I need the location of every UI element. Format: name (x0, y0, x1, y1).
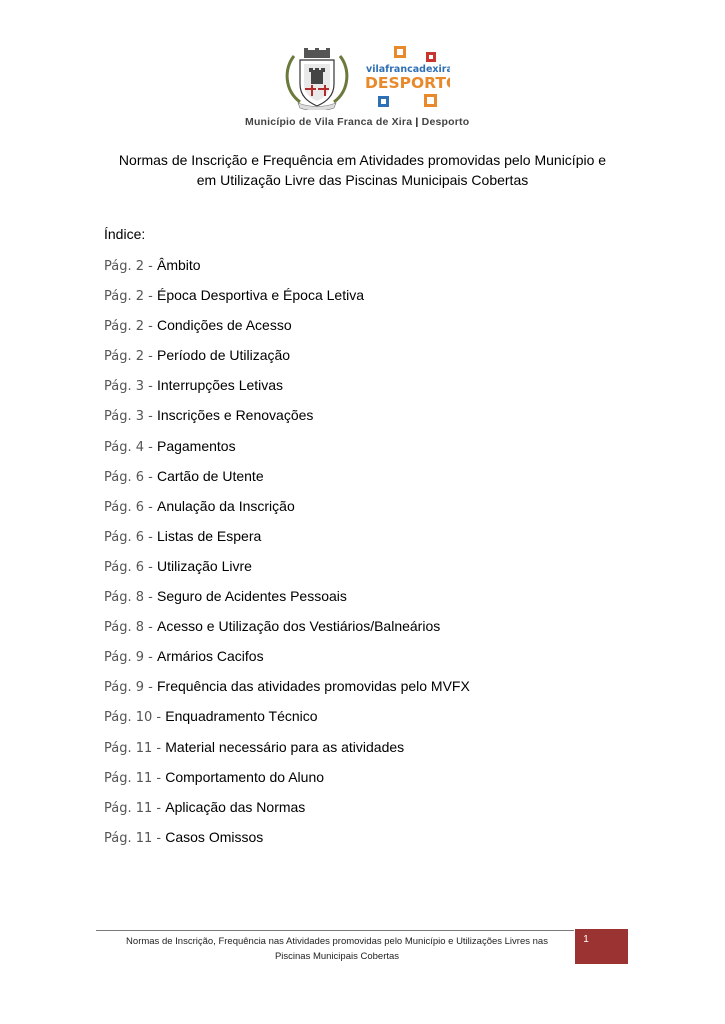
toc-page: Pág. 2 (104, 289, 145, 305)
toc-title[interactable]: Anulação da Inscrição (156, 497, 295, 514)
toc-entry[interactable]: Pág. 8 - Acesso e Utilização dos Vestiários/Balneários (104, 618, 441, 636)
footer-divider (96, 930, 574, 931)
toc-title[interactable]: Cartão de Utente (156, 467, 264, 484)
toc-entry[interactable]: Pág. 2 - Âmbito (104, 257, 201, 274)
table-of-contents (104, 255, 470, 857)
toc-title[interactable]: Comportamento do Aluno (165, 768, 325, 785)
footer-text (104, 934, 570, 964)
toc-title[interactable]: Época Desportiva e Época Letiva (156, 287, 364, 304)
page-number-box (575, 929, 628, 964)
toc-entry[interactable]: Pág. 11 - Casos Omissos (104, 828, 264, 846)
toc-page: Pág. 6 (104, 499, 145, 515)
toc-page: Pág. 2 (104, 349, 145, 365)
toc-title[interactable]: Seguro de Acidentes Pessoais (156, 588, 347, 605)
toc-page: Pág. 3 (104, 379, 145, 395)
logo-text-main: DESPORTO (365, 74, 450, 92)
toc-page: Pág. 10 (104, 710, 153, 726)
toc-title[interactable]: Armários Cacifos (156, 648, 264, 665)
toc-title[interactable]: Utilização Livre (156, 557, 252, 574)
title-line-2: em Utilização Livre das Piscinas Municipais Cobertas (196, 172, 529, 188)
toc-title[interactable]: Interrupções Letivas (156, 377, 284, 394)
toc-page: Pág. 6 (104, 529, 145, 545)
toc-page: Pág. 11 (104, 770, 153, 786)
footer-line-2: Piscinas Municipais Cobertas (274, 951, 400, 962)
logo-text-top: vilafrancadexira (366, 64, 450, 75)
toc-page: Pág. 2 (104, 259, 145, 274)
toc-title[interactable]: Condições de Acesso (156, 317, 292, 334)
toc-entry[interactable]: Pág. 6 - Anulação da Inscrição (104, 497, 295, 515)
title-line-1: Normas de Inscrição e Frequência em Atividades promovidas pelo Município e (118, 152, 607, 168)
toc-title[interactable]: Casos Omissos (165, 828, 264, 845)
toc-entry[interactable]: Pág. 2 - Condições de Acesso (104, 317, 292, 335)
toc-page: Pág. 11 (104, 800, 153, 816)
toc-page: Pág. 11 (104, 740, 153, 756)
toc-page: Pág. 9 (104, 680, 145, 696)
toc-page: Pág. 2 (104, 319, 145, 335)
toc-title[interactable]: Listas de Espera (156, 527, 262, 544)
toc-title[interactable]: Pagamentos (156, 437, 236, 454)
toc-entry[interactable]: Pág. 11 - Material necessário para as atividades (104, 738, 405, 756)
desporto-logo (364, 46, 450, 110)
toc-page: Pág. 6 (104, 469, 145, 485)
caption-separator: | (415, 116, 419, 128)
toc-entry[interactable]: Pág. 6 - Utilização Livre (104, 557, 252, 575)
toc-entry[interactable]: Pág. 9 - Frequência das atividades promovidas pelo MVFX (104, 678, 470, 696)
toc-title[interactable]: Período de Utilização (156, 347, 291, 364)
toc-entry[interactable]: Pág. 8 - Seguro de Acidentes Pessoais (104, 588, 347, 606)
page-number: 1 (583, 934, 589, 945)
toc-entry[interactable]: Pág. 3 - Interrupções Letivas (104, 377, 284, 395)
index-heading: Índice: (104, 226, 146, 242)
toc-title[interactable]: Âmbito (156, 257, 201, 273)
footer-line-1: Normas de Inscrição, Frequência nas Atividades promovidas pelo Município e Utilizações Livres nas (126, 936, 548, 947)
toc-page: Pág. 9 (104, 650, 145, 666)
toc-entry[interactable]: Pág. 9 - Armários Cacifos (104, 648, 264, 666)
toc-entry[interactable]: Pág. 3 - Inscrições e Renovações (104, 407, 314, 425)
toc-title[interactable]: Acesso e Utilização dos Vestiários/Balneários (156, 618, 441, 635)
toc-entry[interactable]: Pág. 2 - Época Desportiva e Época Letiva (104, 287, 364, 305)
toc-page: Pág. 3 (104, 409, 145, 425)
municipality-caption (245, 116, 469, 128)
toc-title[interactable]: Material necessário para as atividades (165, 738, 405, 755)
toc-page: Pág. 6 (104, 559, 145, 575)
municipal-crest-logo (282, 48, 352, 110)
toc-title[interactable]: Enquadramento Técnico (165, 708, 318, 725)
toc-page: Pág. 11 (104, 830, 153, 846)
document-title (90, 150, 635, 190)
toc-title[interactable]: Aplicação das Normas (165, 798, 306, 815)
toc-entry[interactable]: Pág. 6 - Listas de Espera (104, 527, 262, 545)
toc-entry[interactable]: Pág. 6 - Cartão de Utente (104, 467, 264, 485)
toc-entry[interactable]: Pág. 11 - Aplicação das Normas (104, 798, 306, 816)
toc-title[interactable]: Inscrições e Renovações (156, 407, 314, 424)
toc-entry[interactable]: Pág. 2 - Período de Utilização (104, 347, 291, 365)
caption-municipality: Município de Vila Franca de Xira (245, 116, 413, 128)
toc-entry[interactable]: Pág. 11 - Comportamento do Aluno (104, 768, 325, 786)
toc-page: Pág. 8 (104, 620, 145, 636)
toc-entry[interactable]: Pág. 10 - Enquadramento Técnico (104, 708, 318, 726)
caption-desporto: Desporto (421, 116, 470, 128)
toc-title[interactable]: Frequência das atividades promovidas pelo MVFX (156, 678, 470, 695)
toc-page: Pág. 4 (104, 439, 145, 455)
toc-entry[interactable]: Pág. 4 - Pagamentos (104, 437, 236, 455)
toc-page: Pág. 8 (104, 590, 145, 606)
